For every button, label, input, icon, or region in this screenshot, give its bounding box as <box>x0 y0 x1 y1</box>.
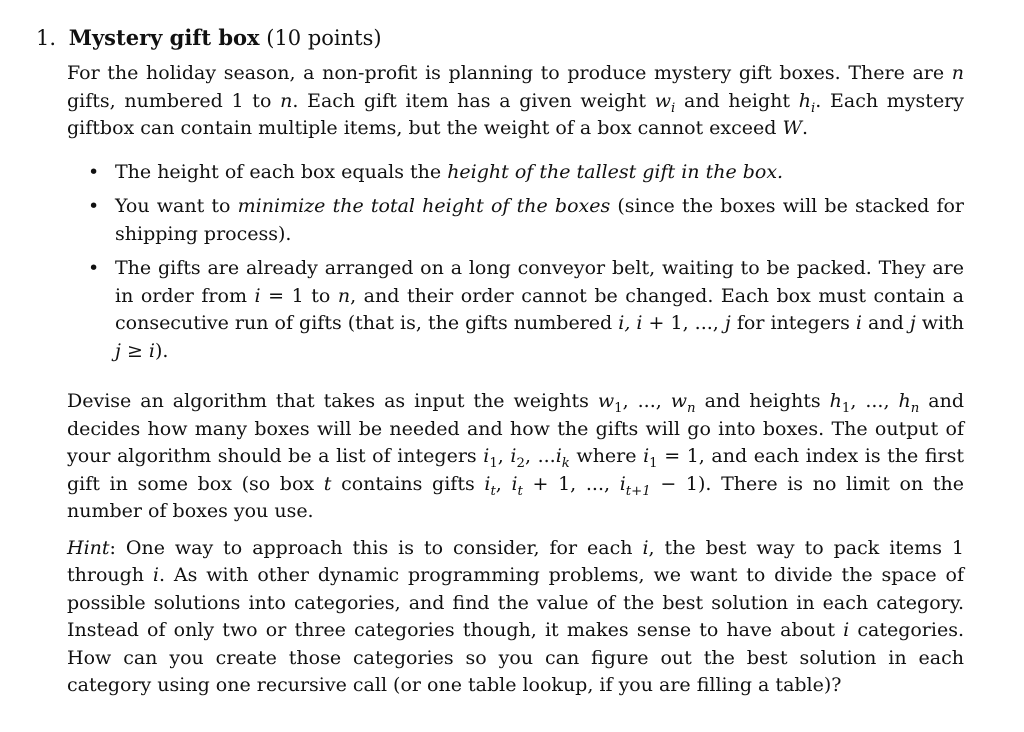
list-item: • The height of each box equals the height of the tallest gift in the box. <box>115 159 964 187</box>
problem-body <box>67 60 964 700</box>
problem-points: (10 points) <box>266 26 382 50</box>
problem-number: 1. <box>36 26 57 50</box>
problem-title: Mystery gift box <box>68 25 260 50</box>
intro-paragraph: For the holiday season, a non-profit is planning to produce mystery gift boxes. There are n gifts, numbered 1 to n. Each gift item has a given weight $w_i$ and height $h_i$. Each mystery giftbox can contain multiple items, but the weight of a box cannot exceed W. <box>67 62 964 139</box>
bullet-icon: • <box>88 160 100 183</box>
hint-label: Hint <box>67 536 110 559</box>
bullet-icon: • <box>88 195 100 217</box>
algorithm-paragraph: Devise an algorithm that takes as input the weights $w_1$, ..., $w_n$ and heights $h_1$, ..., $h_n$ and decides how many boxes will be needed and how the gifts will go into boxes. The output of your algorithm should be a list of integers $i_1$, $i_2$, $...i_k$ where $i_1 = 1$, and each index is the first gift in some box (so box t contains gifts $i_t$, $i_t + 1$, ..., $i_{t+1} - 1$). There is no limit on the number of boxes you use. <box>67 390 965 522</box>
list-item: • The gifts are already arranged on a long conveyor belt, waiting to be packed. They are in order from i = 1 to n, and their order cannot be changed. Each box must contain a consecutive run of gifts (that is, the gifts numbered i, i + 1, ..., j for integers i and j with j ≥ i). <box>88 257 964 362</box>
list-item: • You want to minimize the total height of the boxes (since the boxes will be stacked for shipping process). <box>88 195 964 245</box>
requirements-list <box>67 159 964 366</box>
problem-heading <box>36 24 382 52</box>
bullet-icon: • <box>88 257 100 279</box>
hint-paragraph: Hint: One way to approach this is to consider, for each i, the best way to pack items 1 through i. As with other dynamic programming problems, we want to divide the space of possible solutions into categories, and find the value of the best solution in each category. Instead of only two or three categories though, it makes sense to have about i categories. How can you create those categories so you can figure out the best solution in each category using one recursive call (or one table lookup, if you are filling a table)? <box>67 536 964 696</box>
